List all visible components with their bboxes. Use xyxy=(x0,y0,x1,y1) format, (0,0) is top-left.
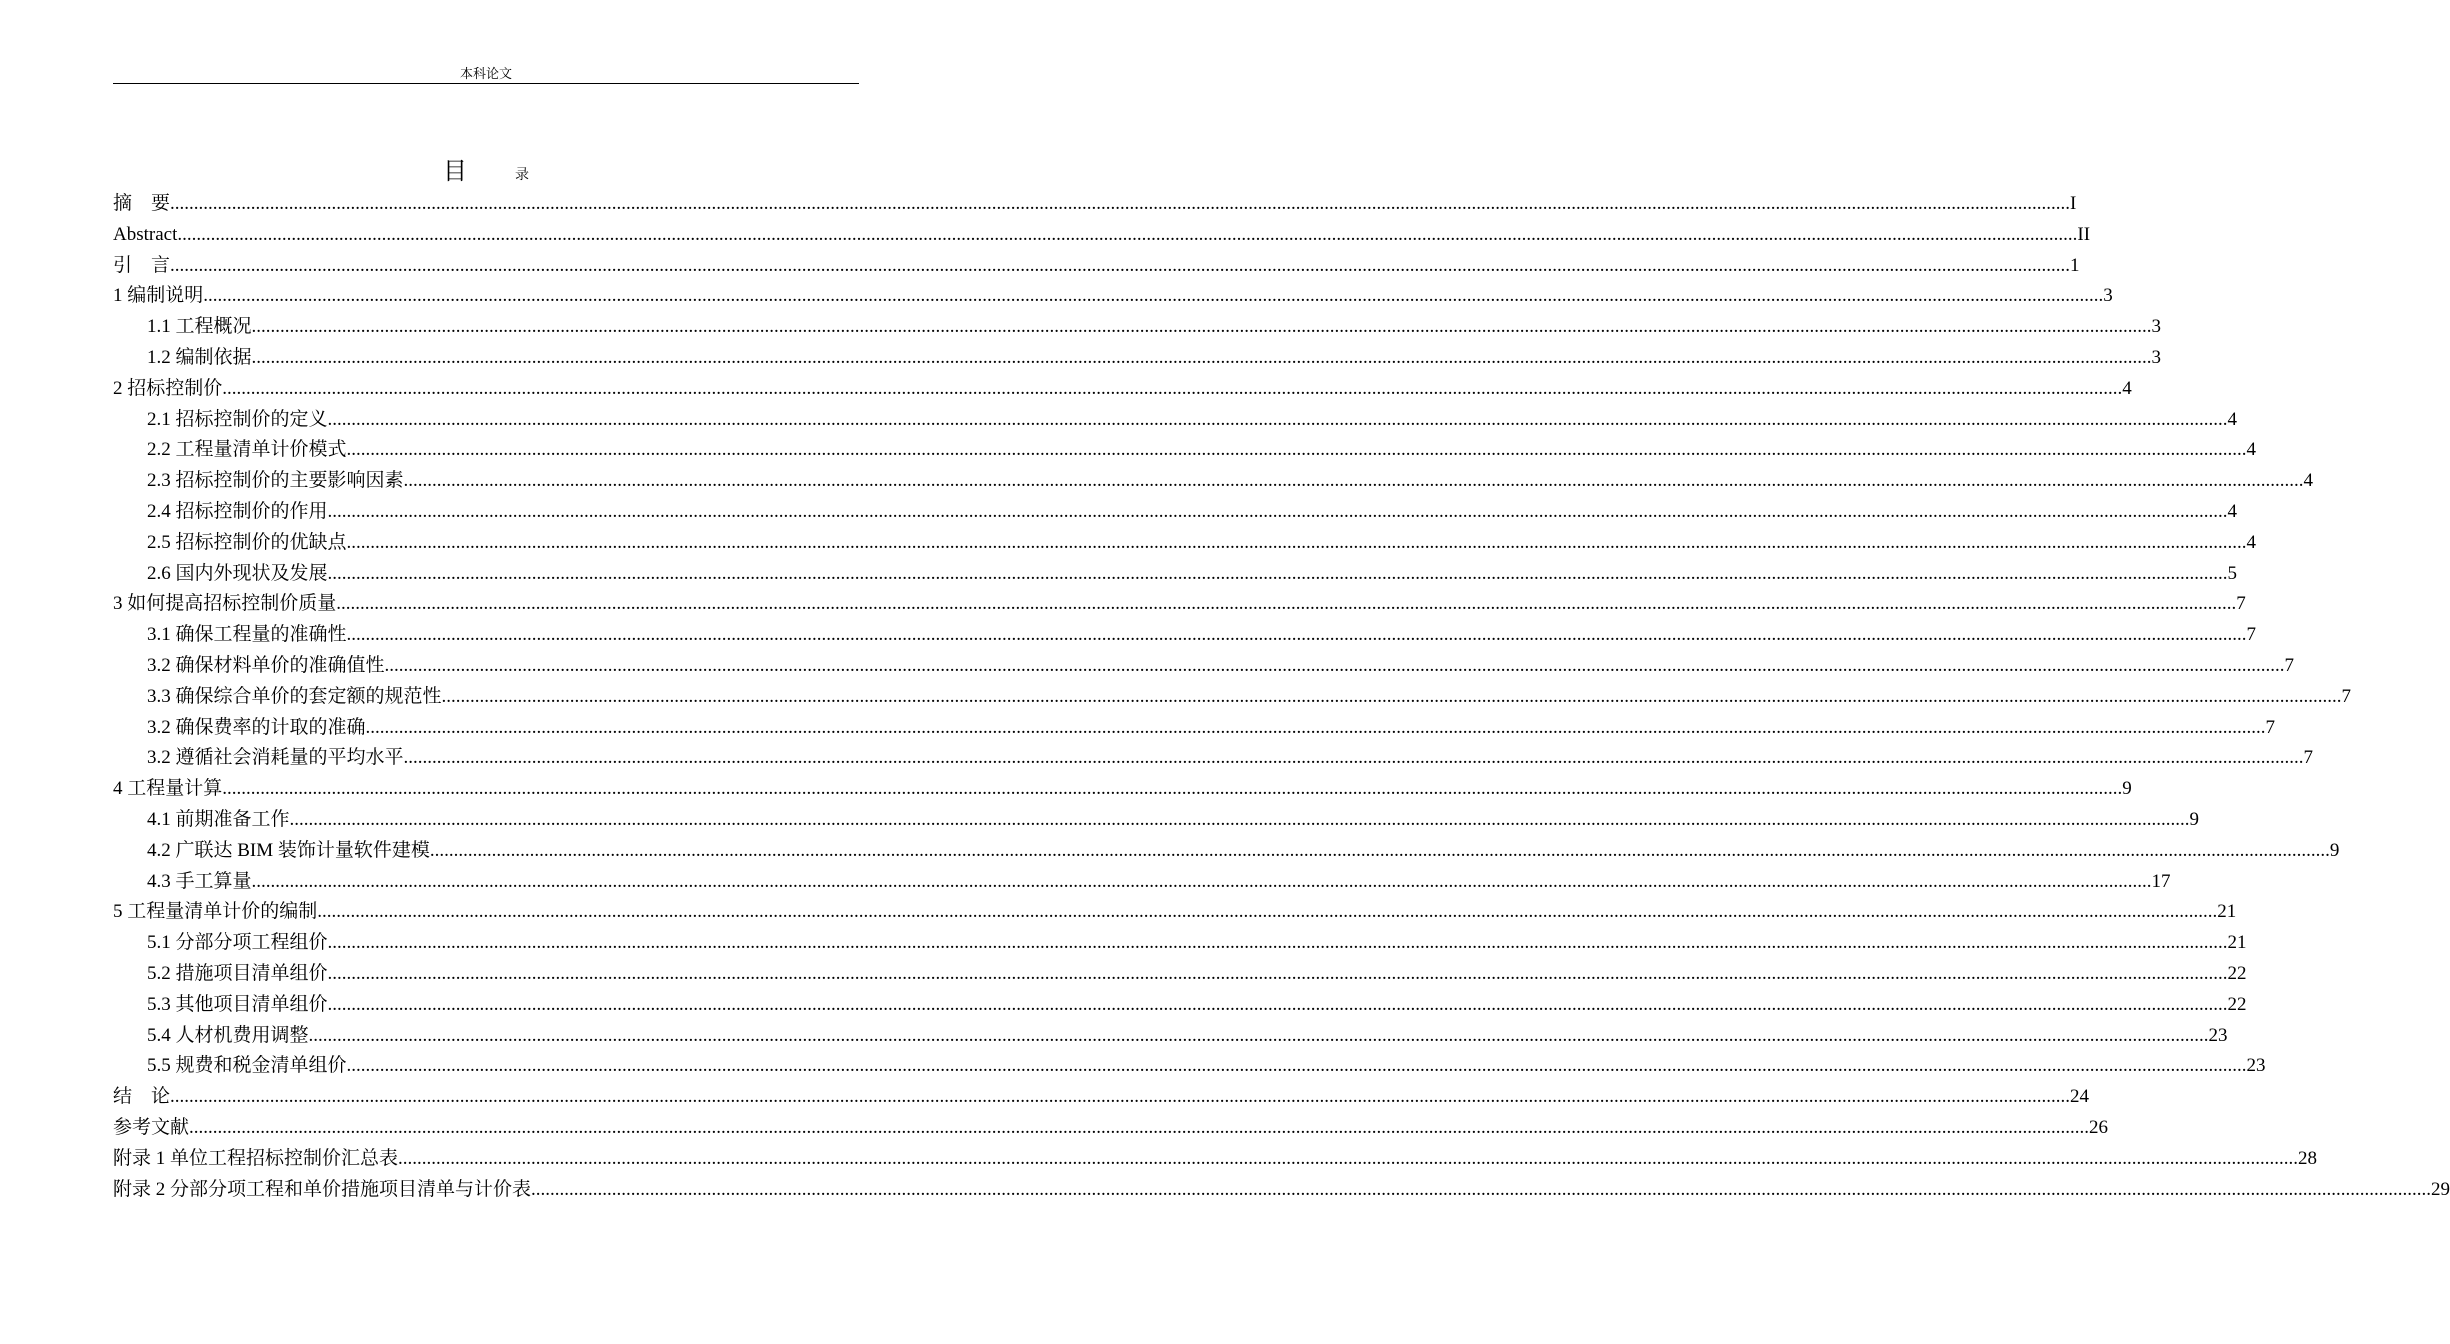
toc-entry-page: 26 xyxy=(2089,1116,2109,1138)
toc-leader-dots: ................................................................................................................................................................................................................................................................................................................................................................................................................ xyxy=(170,254,2071,276)
toc-entry[interactable] xyxy=(113,528,2257,559)
toc-entry-title: 5 工程量清单计价的编制 xyxy=(113,901,318,923)
toc-entry-page: 5 xyxy=(2227,562,2238,584)
toc-entry-page: 7 xyxy=(2303,747,2314,769)
toc-entry-title: 2.1 招标控制价的定义 xyxy=(147,408,328,430)
toc-entry-title: 2.3 招标控制价的主要影响因素 xyxy=(147,470,404,492)
toc-leader-dots: ................................................................................................................................................................................................................................................................................................................................................................................................................ xyxy=(251,346,2152,368)
toc-leader-dots: ................................................................................................................................................................................................................................................................................................................................................................................................................ xyxy=(251,870,2152,892)
toc-entry-title: 2.4 招标控制价的作用 xyxy=(147,500,328,522)
toc-entry-page: 4 xyxy=(2227,500,2238,522)
toc-entry-page: 4 xyxy=(2246,439,2257,461)
toc-entry-page: 23 xyxy=(2208,1024,2228,1046)
toc-entry-page: 4 xyxy=(2246,531,2257,553)
toc-entry-title: 附录 2 分部分项工程和单价措施项目清单与计价表 xyxy=(113,1178,532,1200)
toc-entry[interactable] xyxy=(113,651,2295,682)
toc-leader-dots: ................................................................................................................................................................................................................................................................................................................................................................................................................ xyxy=(170,1086,2071,1108)
toc-entry-title: 4.1 前期准备工作 xyxy=(147,808,290,830)
toc-leader-dots: ................................................................................................................................................................................................................................................................................................................................................................................................................ xyxy=(346,531,2247,553)
toc-entry-title: 5.1 分部分项工程组价 xyxy=(147,932,328,954)
toc-entry-page: 4 xyxy=(2303,470,2314,492)
table-of-contents xyxy=(113,189,2450,1205)
toc-leader-dots: ................................................................................................................................................................................................................................................................................................................................................................................................................ xyxy=(289,808,2190,830)
toc-entry-title: 3 如何提高招标控制价质量 xyxy=(113,593,337,615)
toc-entry-page: 3 xyxy=(2151,346,2162,368)
toc-leader-dots: ................................................................................................................................................................................................................................................................................................................................................................................................................ xyxy=(398,1147,2299,1169)
toc-entry-page: 22 xyxy=(2227,962,2247,984)
toc-entry[interactable] xyxy=(113,220,2091,251)
toc-leader-dots: ................................................................................................................................................................................................................................................................................................................................................................................................................ xyxy=(203,285,2104,307)
toc-leader-dots: ................................................................................................................................................................................................................................................................................................................................................................................................................ xyxy=(365,716,2266,738)
toc-entry[interactable] xyxy=(113,836,2340,867)
toc-entry-page: 21 xyxy=(2227,932,2247,954)
toc-entry-title: 1.1 工程概况 xyxy=(147,316,252,338)
toc-entry-page: 7 xyxy=(2246,624,2257,646)
toc-entry-page: 3 xyxy=(2151,316,2162,338)
toc-title xyxy=(113,156,859,192)
toc-entry-page: II xyxy=(2077,223,2091,245)
toc-entry[interactable] xyxy=(113,1144,2318,1175)
toc-entry[interactable] xyxy=(113,990,2247,1021)
toc-leader-dots: ................................................................................................................................................................................................................................................................................................................................................................................................................ xyxy=(346,1055,2247,1077)
toc-leader-dots: ................................................................................................................................................................................................................................................................................................................................................................................................................ xyxy=(384,654,2285,676)
toc-title-sub: 录 xyxy=(515,168,529,183)
toc-entry-title: 1.2 编制依据 xyxy=(147,346,252,368)
toc-entry[interactable] xyxy=(113,435,2257,466)
toc-entry[interactable] xyxy=(113,374,2132,405)
toc-leader-dots: ................................................................................................................................................................................................................................................................................................................................................................................................................ xyxy=(222,377,2123,399)
toc-entry[interactable] xyxy=(113,774,2132,805)
toc-entry-title: 2.2 工程量清单计价模式 xyxy=(147,439,347,461)
toc-leader-dots: ................................................................................................................................................................................................................................................................................................................................................................................................................ xyxy=(177,223,2078,245)
toc-entry-page: 3 xyxy=(2103,285,2113,307)
toc-leader-dots: ................................................................................................................................................................................................................................................................................................................................................................................................................ xyxy=(327,562,2228,584)
toc-entry[interactable] xyxy=(113,1175,2450,1206)
toc-entry-title: 附录 1 单位工程招标控制价汇总表 xyxy=(113,1147,399,1169)
toc-entry-title: 4.2 广联达 BIM 装饰计量软件建模 xyxy=(147,839,430,861)
toc-entry-title: 3.2 确保材料单价的准确值性 xyxy=(147,654,385,676)
toc-entry[interactable] xyxy=(113,743,2314,774)
toc-entry[interactable] xyxy=(113,713,2276,744)
toc-entry-page: 7 xyxy=(2284,654,2295,676)
toc-entry-title: 2.5 招标控制价的优缺点 xyxy=(147,531,347,553)
toc-leader-dots: ................................................................................................................................................................................................................................................................................................................................................................................................................ xyxy=(251,316,2152,338)
toc-entry[interactable] xyxy=(113,928,2247,959)
toc-entry-page: 24 xyxy=(2070,1086,2090,1108)
toc-entry-title: 引 言 xyxy=(113,254,171,276)
toc-entry-page: 4 xyxy=(2122,377,2132,399)
toc-entry[interactable] xyxy=(113,189,2077,220)
toc-entry[interactable] xyxy=(113,497,2238,528)
toc-entry-page: 29 xyxy=(2431,1178,2450,1200)
toc-entry[interactable] xyxy=(113,867,2171,898)
toc-entry-title: 3.2 确保费率的计取的准确 xyxy=(147,716,366,738)
toc-entry-page: 17 xyxy=(2151,870,2171,892)
toc-entry[interactable] xyxy=(113,805,2200,836)
toc-entry[interactable] xyxy=(113,343,2162,374)
toc-entry-title: 结 论 xyxy=(113,1086,171,1108)
toc-entry[interactable] xyxy=(113,1113,2109,1144)
toc-entry[interactable] xyxy=(113,959,2247,990)
toc-entry-page: I xyxy=(2070,193,2077,214)
toc-leader-dots: ................................................................................................................................................................................................................................................................................................................................................................................................................ xyxy=(346,624,2247,646)
toc-entry[interactable] xyxy=(113,405,2238,436)
toc-entry-page: 23 xyxy=(2246,1055,2266,1077)
header-rule xyxy=(113,83,859,84)
toc-title-main: 目 xyxy=(443,159,467,185)
toc-entry[interactable] xyxy=(113,620,2257,651)
toc-leader-dots: ................................................................................................................................................................................................................................................................................................................................................................................................................ xyxy=(429,839,2330,861)
toc-entry-title: 4 工程量计算 xyxy=(113,778,223,800)
toc-entry-title: 5.4 人材机费用调整 xyxy=(147,1024,309,1046)
toc-entry[interactable] xyxy=(113,281,2113,312)
toc-entry-page: 9 xyxy=(2122,778,2132,800)
toc-entry-title: 5.3 其他项目清单组价 xyxy=(147,993,328,1015)
toc-entry[interactable] xyxy=(113,897,2237,928)
toc-entry-title: 4.3 手工算量 xyxy=(147,870,252,892)
toc-leader-dots: ................................................................................................................................................................................................................................................................................................................................................................................................................ xyxy=(327,993,2228,1015)
toc-leader-dots: ................................................................................................................................................................................................................................................................................................................................................................................................................ xyxy=(531,1178,2432,1200)
toc-leader-dots: ................................................................................................................................................................................................................................................................................................................................................................................................................ xyxy=(327,962,2228,984)
toc-entry-title: 5.2 措施项目清单组价 xyxy=(147,962,328,984)
toc-entry-page: 4 xyxy=(2227,408,2238,430)
toc-entry[interactable] xyxy=(113,1021,2228,1052)
toc-leader-dots: ................................................................................................................................................................................................................................................................................................................................................................................................................ xyxy=(403,747,2304,769)
toc-entry-page: 22 xyxy=(2227,993,2247,1015)
toc-entry-title: 2.6 国内外现状及发展 xyxy=(147,562,328,584)
toc-entry-title: 3.3 确保综合单价的套定额的规范性 xyxy=(147,685,442,707)
toc-entry-title: 参考文献 xyxy=(113,1116,190,1138)
toc-entry[interactable] xyxy=(113,589,2246,620)
toc-entry-page: 21 xyxy=(2217,901,2237,923)
toc-entry[interactable] xyxy=(113,559,2238,590)
toc-leader-dots: ................................................................................................................................................................................................................................................................................................................................................................................................................ xyxy=(346,439,2247,461)
toc-entry-title: 1 编制说明 xyxy=(113,285,204,307)
toc-entry[interactable] xyxy=(113,312,2162,343)
toc-entry-page: 7 xyxy=(2341,685,2352,707)
toc-entry[interactable] xyxy=(113,1082,2090,1113)
toc-entry-title: 5.5 规费和税金清单组价 xyxy=(147,1055,347,1077)
toc-leader-dots: ................................................................................................................................................................................................................................................................................................................................................................................................................ xyxy=(317,901,2218,923)
toc-entry[interactable] xyxy=(113,251,2080,282)
toc-entry-title: 2 招标控制价 xyxy=(113,377,223,399)
toc-leader-dots: ................................................................................................................................................................................................................................................................................................................................................................................................................ xyxy=(189,1116,2090,1138)
toc-leader-dots: ................................................................................................................................................................................................................................................................................................................................................................................................................ xyxy=(327,932,2228,954)
toc-leader-dots: ................................................................................................................................................................................................................................................................................................................................................................................................................ xyxy=(327,500,2228,522)
toc-entry[interactable] xyxy=(113,682,2352,713)
toc-entry-page: 7 xyxy=(2236,593,2246,615)
toc-leader-dots: ................................................................................................................................................................................................................................................................................................................................................................................................................ xyxy=(170,193,2071,214)
toc-entry-title: 3.1 确保工程量的准确性 xyxy=(147,624,347,646)
toc-leader-dots: ................................................................................................................................................................................................................................................................................................................................................................................................................ xyxy=(327,408,2228,430)
running-header: 本科论文 xyxy=(459,66,512,81)
toc-entry-title: Abstract xyxy=(113,223,178,245)
toc-entry-page: 9 xyxy=(2329,839,2340,861)
toc-leader-dots: ................................................................................................................................................................................................................................................................................................................................................................................................................ xyxy=(336,593,2237,615)
toc-entry-page: 28 xyxy=(2298,1147,2318,1169)
toc-leader-dots: ................................................................................................................................................................................................................................................................................................................................................................................................................ xyxy=(441,685,2342,707)
toc-leader-dots: ................................................................................................................................................................................................................................................................................................................................................................................................................ xyxy=(308,1024,2209,1046)
toc-entry-title: 摘 要 xyxy=(113,193,171,214)
toc-entry[interactable] xyxy=(113,1051,2266,1082)
toc-entry-title: 3.2 遵循社会消耗量的平均水平 xyxy=(147,747,404,769)
toc-entry-page: 9 xyxy=(2189,808,2200,830)
toc-entry-page: 1 xyxy=(2070,254,2080,276)
toc-leader-dots: ................................................................................................................................................................................................................................................................................................................................................................................................................ xyxy=(403,470,2304,492)
toc-entry-page: 7 xyxy=(2265,716,2276,738)
toc-leader-dots: ................................................................................................................................................................................................................................................................................................................................................................................................................ xyxy=(222,778,2123,800)
toc-entry[interactable] xyxy=(113,466,2314,497)
